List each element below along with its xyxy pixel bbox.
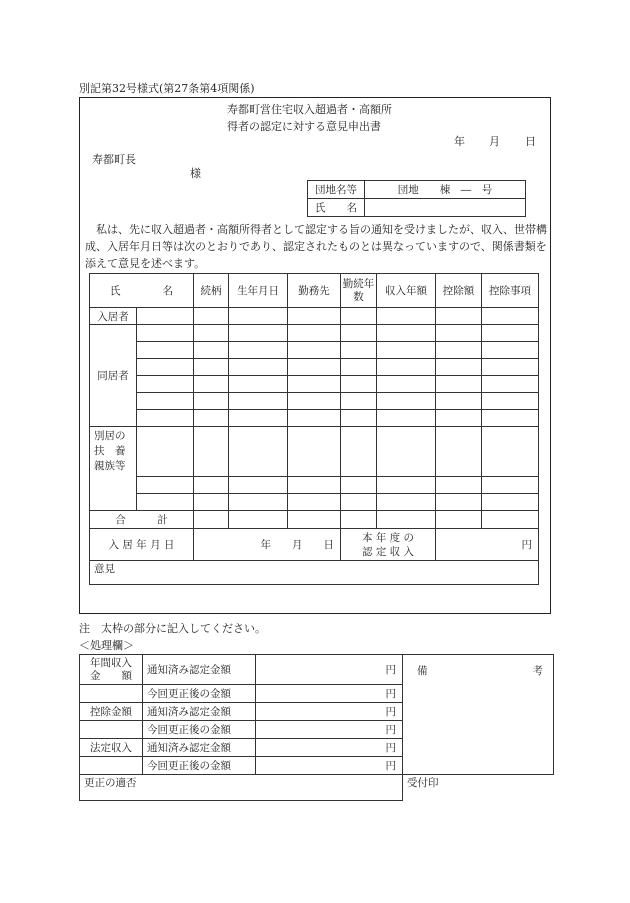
row-label-separate-dependents: 別居の 扶 養 親族等: [90, 427, 137, 511]
cell-input[interactable]: [341, 393, 377, 410]
header-employer: 勤務先: [288, 274, 341, 308]
cell-input[interactable]: [377, 410, 436, 427]
cell-input[interactable]: [436, 427, 482, 477]
name-label: 氏 名: [308, 199, 365, 217]
move-in-label: 入 居 年 月 日: [90, 529, 194, 561]
cell-input[interactable]: [482, 511, 539, 529]
empty-cell: [80, 721, 143, 739]
header-birthdate: 生年月日: [229, 274, 288, 308]
cell-input[interactable]: [482, 308, 539, 325]
cell-input[interactable]: [229, 511, 288, 529]
cell-input[interactable]: [377, 376, 436, 393]
cell-input[interactable]: [341, 308, 377, 325]
date-day: 日: [525, 135, 536, 148]
cell-input[interactable]: [229, 410, 288, 427]
cell-input[interactable]: [377, 308, 436, 325]
cell-input[interactable]: [341, 511, 377, 529]
name-field[interactable]: [365, 199, 526, 217]
cell-input[interactable]: [288, 494, 341, 511]
cell-input[interactable]: [194, 494, 229, 511]
cell-input[interactable]: [288, 342, 341, 359]
header-annual-income: 収入年額: [377, 274, 436, 308]
processing-label: ＜処理欄＞: [79, 639, 134, 652]
cell-input[interactable]: [194, 511, 229, 529]
legal-income-label: 法定収入: [80, 739, 143, 757]
header-years-employed: 勤続年数: [341, 274, 377, 308]
deduction-corrected-value[interactable]: 円: [256, 721, 403, 739]
annual-corrected-label: 今回更正後の金額: [143, 685, 256, 703]
cell-input[interactable]: [137, 393, 194, 410]
deduction-label: 控除金額: [80, 703, 143, 721]
cell-input[interactable]: [137, 494, 194, 511]
annual-corrected-value[interactable]: 円: [256, 685, 403, 703]
empty-cell: [80, 757, 143, 775]
cell-input[interactable]: [482, 342, 539, 359]
cell-input[interactable]: [137, 477, 194, 494]
cell-input[interactable]: [341, 376, 377, 393]
cell-input[interactable]: [229, 342, 288, 359]
cell-input[interactable]: [482, 376, 539, 393]
cell-input[interactable]: [377, 325, 436, 342]
certified-income-value[interactable]: 円: [436, 529, 539, 561]
form-title-line1: 寿都町営住宅収入超過者・高額所: [227, 103, 392, 116]
cell-input[interactable]: [288, 308, 341, 325]
cell-input[interactable]: [137, 342, 194, 359]
form-title-line2: 得者の認定に対する意見申出書: [227, 120, 381, 133]
cell-input[interactable]: [341, 427, 377, 477]
cell-input[interactable]: [341, 342, 377, 359]
cell-input[interactable]: [482, 325, 539, 342]
cell-input[interactable]: [436, 393, 482, 410]
cell-input[interactable]: [482, 477, 539, 494]
cell-input[interactable]: [288, 511, 341, 529]
cell-input[interactable]: [137, 410, 194, 427]
cell-input[interactable]: [436, 359, 482, 376]
applicant-table: [307, 180, 526, 217]
header-deduction-items: 控除事項: [482, 274, 539, 308]
cell-input[interactable]: [229, 494, 288, 511]
header-name: 氏 名: [90, 274, 194, 308]
cell-input[interactable]: [482, 393, 539, 410]
cell-input[interactable]: [436, 308, 482, 325]
cell-input[interactable]: [341, 410, 377, 427]
cell-input[interactable]: [436, 511, 482, 529]
cell-input[interactable]: [288, 477, 341, 494]
cell-input[interactable]: [194, 359, 229, 376]
cell-input[interactable]: [436, 477, 482, 494]
cell-input[interactable]: [137, 359, 194, 376]
cell-input[interactable]: [436, 325, 482, 342]
cell-input[interactable]: [288, 376, 341, 393]
remarks-cell[interactable]: 備 考: [403, 655, 554, 775]
cell-input[interactable]: [377, 477, 436, 494]
certified-income-label: 本 年 度 の 認 定 収 入: [341, 529, 436, 561]
applicability-cell[interactable]: 更正の適否: [80, 775, 403, 801]
move-in-date[interactable]: 年 月 日: [194, 529, 341, 561]
cell-input[interactable]: [229, 477, 288, 494]
legal-corrected-value[interactable]: 円: [256, 757, 403, 775]
cell-input[interactable]: [482, 427, 539, 477]
row-label-resident: 入居者: [90, 308, 137, 325]
row-label-cohabitant: 同居者: [90, 325, 137, 427]
deduction-corrected-label: 今回更正後の金額: [143, 721, 256, 739]
cell-input[interactable]: [194, 477, 229, 494]
cell-input[interactable]: [436, 376, 482, 393]
cell-input[interactable]: [436, 494, 482, 511]
form-number-label: 別記第32号様式(第27条第4項関係): [79, 82, 255, 95]
cell-input[interactable]: [377, 427, 436, 477]
cell-input[interactable]: [229, 308, 288, 325]
cell-input[interactable]: [288, 410, 341, 427]
opinion-field[interactable]: 意見: [90, 561, 539, 585]
header-deduction: 控除額: [436, 274, 482, 308]
cell-input[interactable]: [194, 376, 229, 393]
date-month: 月: [489, 135, 500, 148]
annual-notified-label: 通知済み認定金額: [143, 655, 256, 685]
cell-input[interactable]: [377, 342, 436, 359]
statement-paragraph: 私は、先に収入超過者・高額所得者として認定する旨の通知を受けましたが、収入、世帯構成、入居年月日等は次のとおりであり、認定されたものとは異なっていますので、関係書類を添えて意見を述べます。: [85, 223, 547, 270]
cell-input[interactable]: [377, 359, 436, 376]
empty-cell: [80, 685, 143, 703]
annual-income-label: 年間収入 金 額: [80, 655, 143, 685]
cell-input[interactable]: [341, 325, 377, 342]
cell-input[interactable]: [288, 427, 341, 477]
cell-input[interactable]: [194, 308, 229, 325]
cell-input[interactable]: [482, 359, 539, 376]
cell-input[interactable]: [377, 494, 436, 511]
cell-input[interactable]: [137, 308, 194, 325]
deduction-notified-value[interactable]: 円: [256, 703, 403, 721]
cell-input[interactable]: [288, 325, 341, 342]
cell-input[interactable]: [229, 359, 288, 376]
legal-notified-label: 通知済み認定金額: [143, 739, 256, 757]
date-year: 年: [454, 135, 465, 148]
deduction-notified-label: 通知済み認定金額: [143, 703, 256, 721]
cell-input[interactable]: [436, 410, 482, 427]
cell-input[interactable]: [229, 427, 288, 477]
legal-notified-value[interactable]: 円: [256, 739, 403, 757]
cell-input[interactable]: [229, 325, 288, 342]
legal-corrected-label: 今回更正後の金額: [143, 757, 256, 775]
cell-input[interactable]: [194, 325, 229, 342]
row-label-total: 合 計: [90, 511, 194, 529]
stamp-cell[interactable]: 受付印: [403, 775, 554, 801]
cell-input[interactable]: [194, 427, 229, 477]
annual-notified-value[interactable]: 円: [256, 655, 403, 685]
cell-input[interactable]: [194, 342, 229, 359]
cell-input[interactable]: [229, 393, 288, 410]
cell-input[interactable]: [341, 477, 377, 494]
cell-input[interactable]: [288, 359, 341, 376]
header-relation: 続柄: [194, 274, 229, 308]
cell-input[interactable]: [137, 427, 194, 477]
cell-input[interactable]: [377, 393, 436, 410]
cell-input[interactable]: [341, 494, 377, 511]
cell-input[interactable]: [436, 342, 482, 359]
danchi-value[interactable]: 団地 棟 ― 号: [365, 181, 526, 199]
honorific: 様: [190, 167, 201, 180]
cell-input[interactable]: [482, 410, 539, 427]
cell-input[interactable]: [194, 410, 229, 427]
cell-input[interactable]: [288, 393, 341, 410]
household-table: [89, 273, 539, 585]
note-text: 注 太枠の部分に記入してください。: [79, 622, 266, 635]
cell-input[interactable]: [341, 359, 377, 376]
processing-table: [79, 654, 554, 801]
cell-input[interactable]: [377, 511, 436, 529]
cell-input[interactable]: [482, 494, 539, 511]
cell-input[interactable]: [194, 393, 229, 410]
cell-input[interactable]: [229, 376, 288, 393]
addressee: 寿都町長: [92, 153, 136, 166]
cell-input[interactable]: [137, 325, 194, 342]
cell-input[interactable]: [137, 376, 194, 393]
danchi-label: 団地名等: [308, 181, 365, 199]
